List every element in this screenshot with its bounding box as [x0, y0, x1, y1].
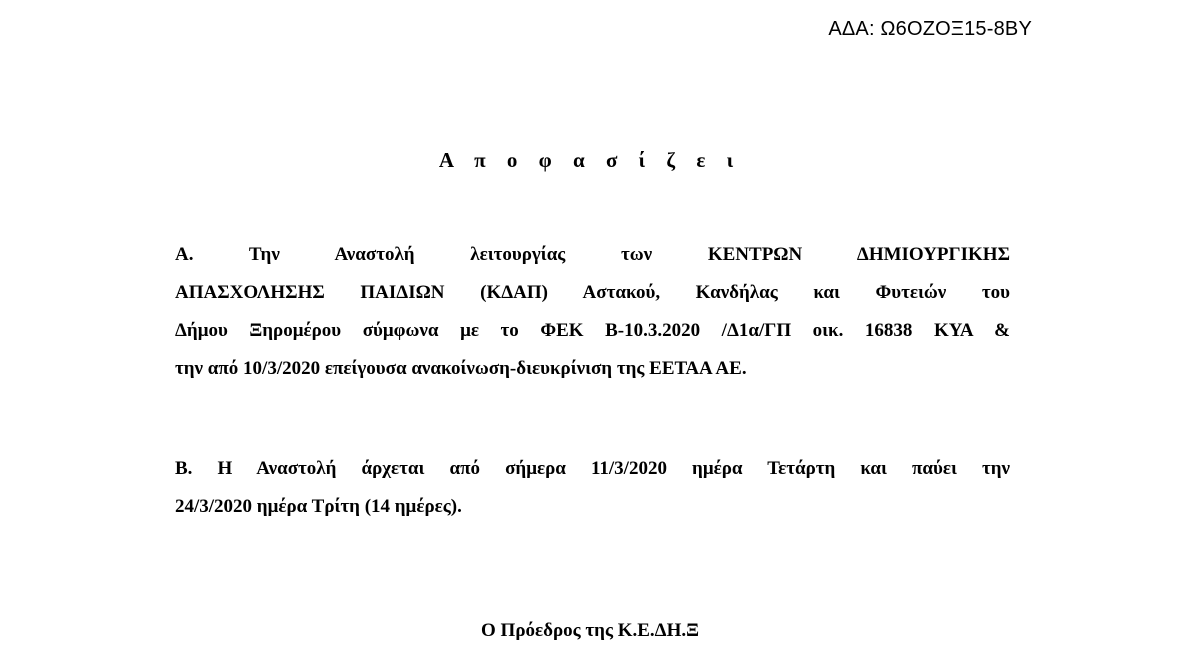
paragraph-b-line: 24/3/2020 ημέρα Τρίτη (14 ημέρες).: [175, 496, 462, 517]
paragraph-b-line: Β. Η Αναστολή άρχεται από σήμερα 11/3/2020 ημέρα Τετάρτη και παύει την: [175, 458, 1010, 479]
paragraph-a-line: Δήμου Ξηρομέρου σύμφωνα με το ΦΕΚ Β-10.3.2020 /Δ1α/ΓΠ οικ. 16838 ΚΥΑ &: [175, 320, 1010, 341]
paragraph-a-line: ΑΠΑΣΧΟΛΗΣΗΣ ΠΑΙΔΙΩΝ (ΚΔΑΠ) Αστακού, Κανδήλας και Φυτειών του: [175, 282, 1010, 303]
decision-heading: Α π ο φ α σ ί ζ ε ι: [438, 148, 742, 172]
paragraph-b: [175, 450, 1010, 526]
ada-code: ΑΔΑ: Ω6ΟΖΟΞ15-8ΒΥ: [828, 18, 1032, 40]
paragraph-a: [175, 236, 1010, 388]
paragraph-a-line: την από 10/3/2020 επείγουσα ανακοίνωση-διευκρίνιση της ΕΕΤΑΑ ΑΕ.: [175, 358, 747, 379]
paragraph-a-line: Α. Την Αναστολή λειτουργίας των ΚΕΝΤΡΩΝ ΔΗΜΙΟΥΡΓΙΚΗΣ: [175, 244, 1010, 265]
signature-title: Ο Πρόεδρος της Κ.Ε.ΔΗ.Ξ: [481, 620, 699, 641]
